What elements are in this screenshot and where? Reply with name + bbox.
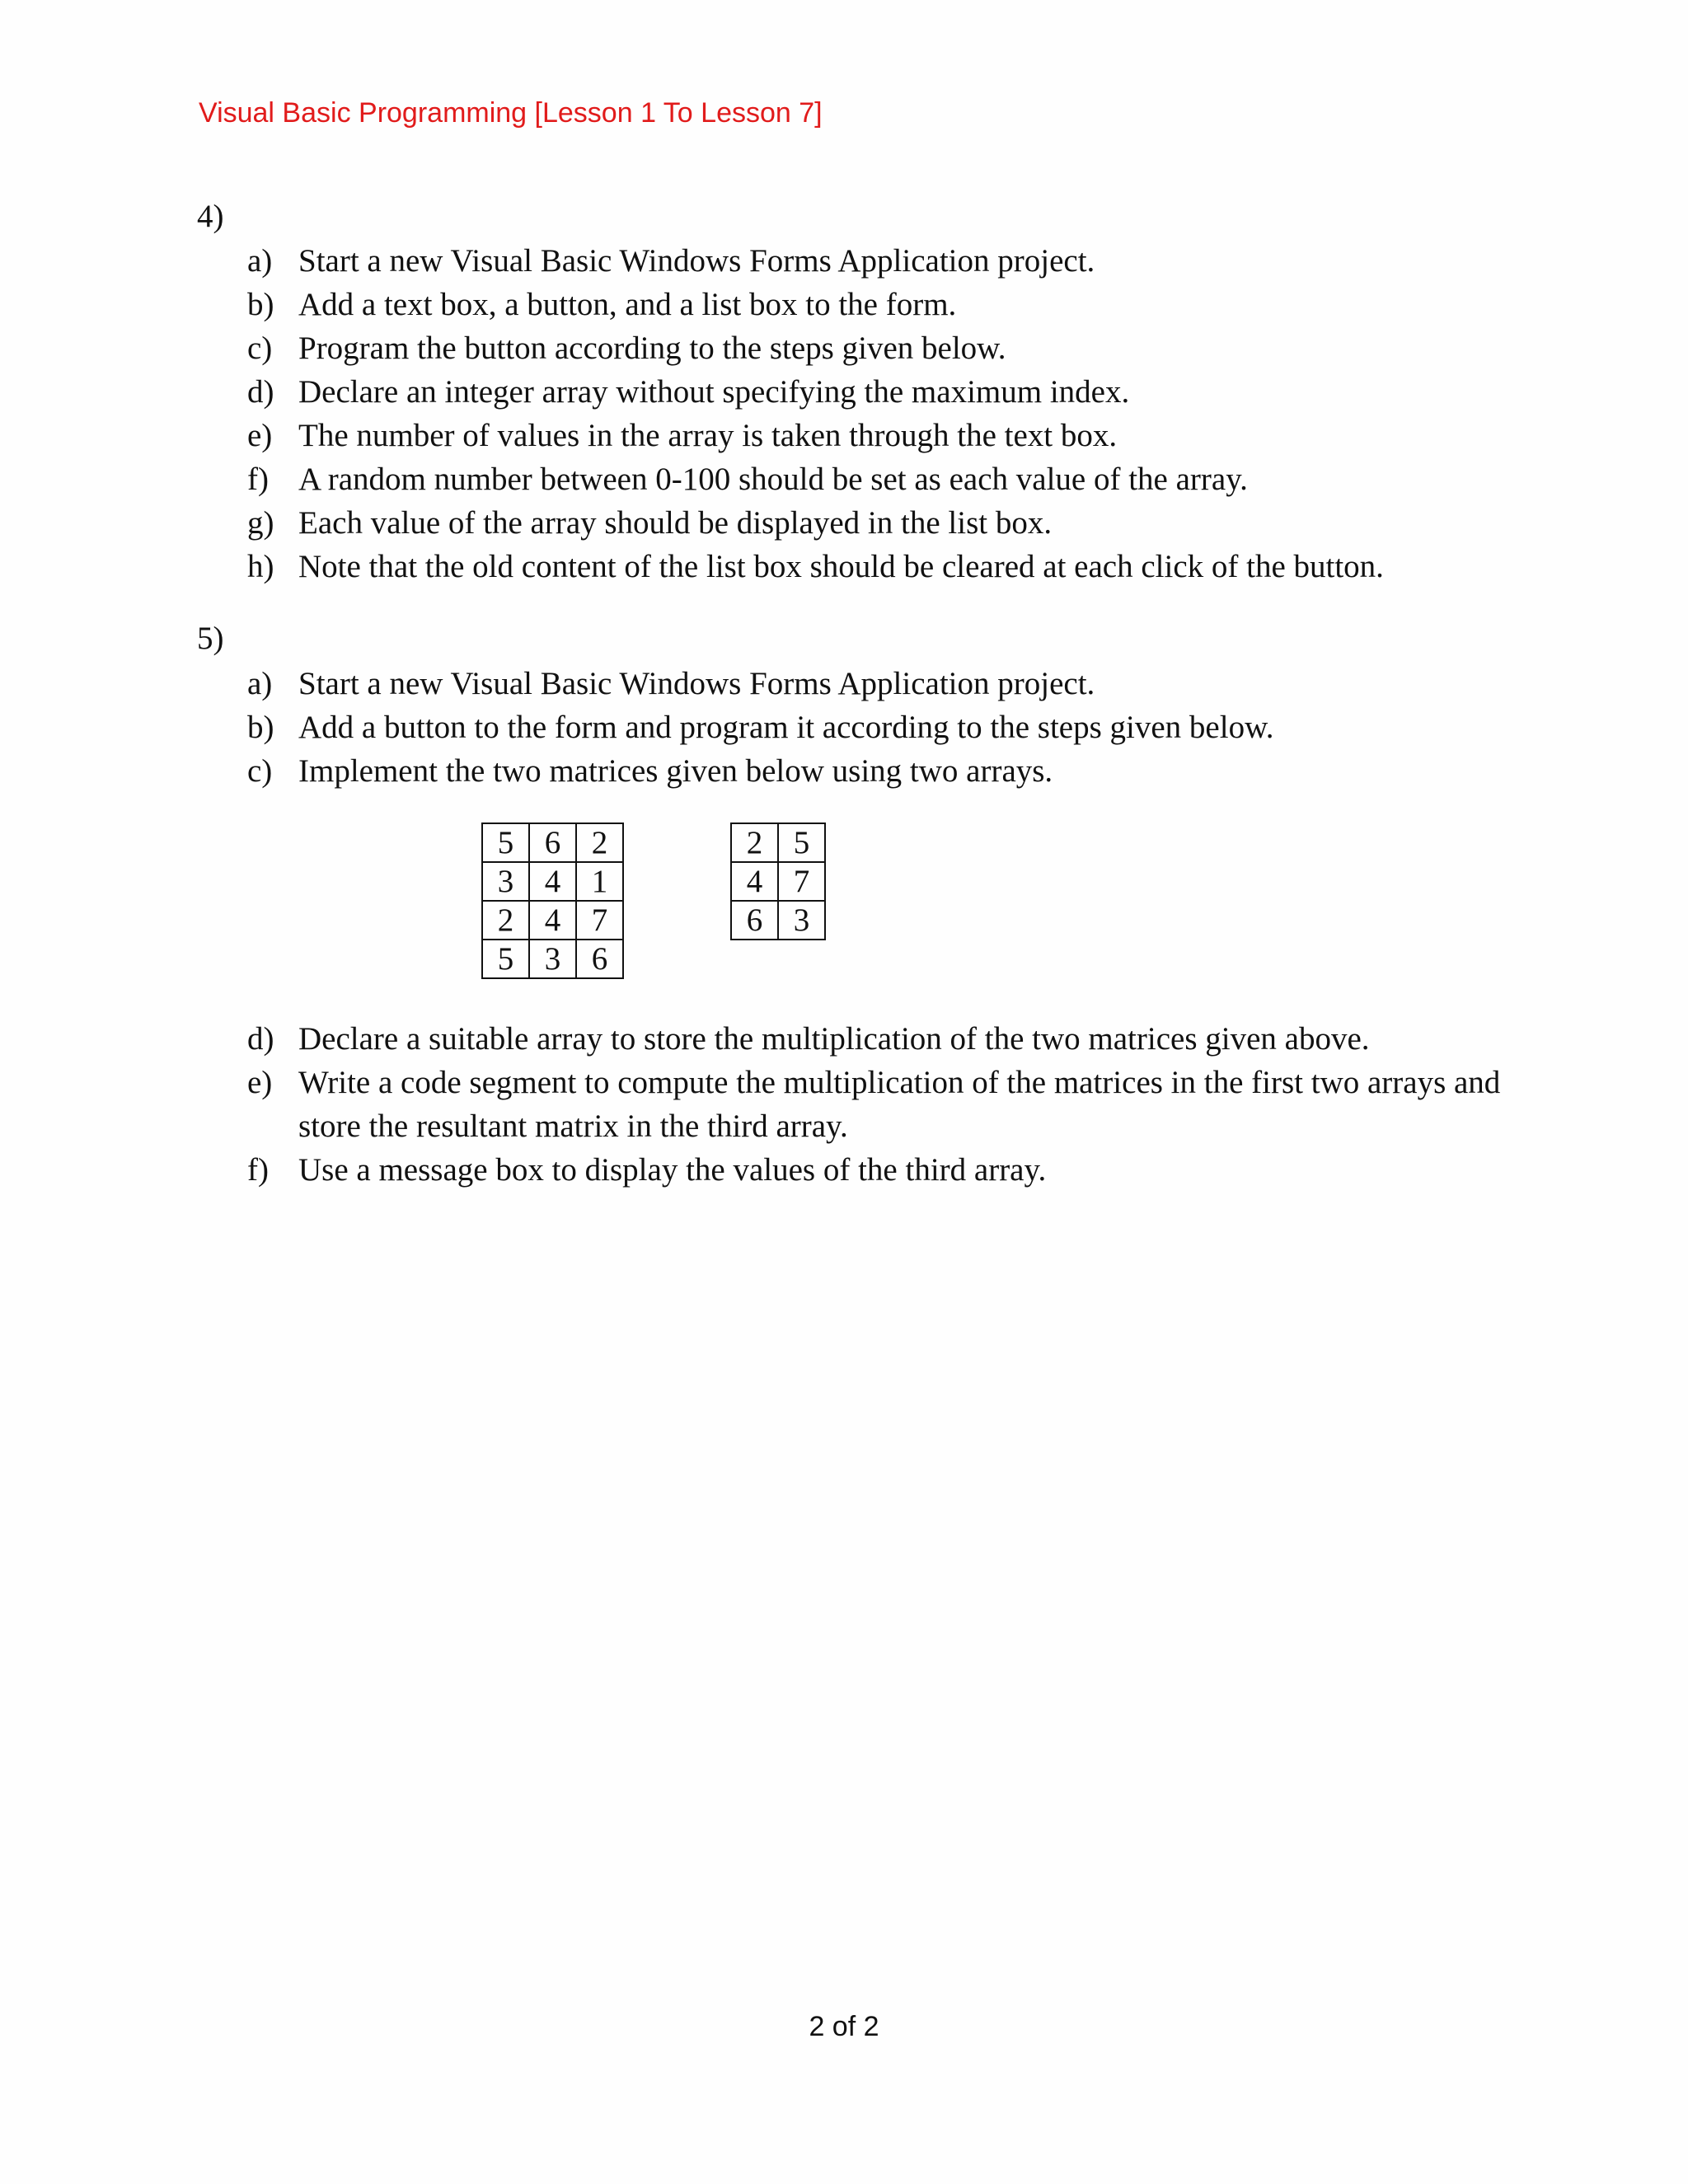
item-letter: f) xyxy=(247,1152,269,1188)
matrix-cell: 5 xyxy=(482,823,529,862)
item-text: A random number between 0-100 should be set as each value of the array. xyxy=(298,462,1248,497)
matrix-cell: 3 xyxy=(482,862,529,901)
list-item xyxy=(247,501,1535,545)
list-item xyxy=(247,239,1535,283)
item-text: Implement the two matrices given below using two arrays. xyxy=(298,753,1053,789)
item-text: Declare an integer array without specifying the maximum index. xyxy=(298,374,1130,410)
matrix-cell: 5 xyxy=(482,940,529,978)
question-4-number: 4) xyxy=(197,199,224,234)
matrix-cell: 4 xyxy=(529,862,576,901)
item-letter: h) xyxy=(247,549,274,584)
item-text: Start a new Visual Basic Windows Forms Application project. xyxy=(298,666,1095,701)
item-letter: f) xyxy=(247,462,269,497)
matrix-row xyxy=(482,862,623,901)
item-letter: g) xyxy=(247,505,274,541)
matrix-row xyxy=(731,862,825,901)
list-item xyxy=(247,370,1535,414)
matrix-cell: 2 xyxy=(482,901,529,940)
matrix-cell: 3 xyxy=(778,901,825,940)
question-5-steps-after xyxy=(247,1017,1535,1192)
matrix-cell: 2 xyxy=(576,823,623,862)
item-letter: c) xyxy=(247,330,273,366)
matrix-cell: 4 xyxy=(731,862,778,901)
list-item xyxy=(247,662,1535,705)
item-letter: e) xyxy=(247,1065,273,1100)
matrix-cell: 1 xyxy=(576,862,623,901)
document-header: Visual Basic Programming [Lesson 1 To Lesson 7] xyxy=(199,97,823,129)
item-letter: e) xyxy=(247,418,273,453)
matrix-cell: 5 xyxy=(778,823,825,862)
item-letter: c) xyxy=(247,753,273,789)
matrix-row xyxy=(482,940,623,978)
item-letter: b) xyxy=(247,710,274,745)
list-item xyxy=(247,545,1535,588)
list-item xyxy=(247,1148,1535,1192)
matrix-row xyxy=(731,823,825,862)
item-letter: a) xyxy=(247,243,273,279)
item-text: Add a button to the form and program it according to the steps given below. xyxy=(298,710,1274,745)
list-item xyxy=(247,1061,1535,1148)
list-item xyxy=(247,326,1535,370)
matrix-row xyxy=(731,901,825,940)
matrix-row xyxy=(482,901,623,940)
item-text: Program the button according to the steps given below. xyxy=(298,330,1006,366)
matrix-row xyxy=(482,823,623,862)
item-letter: a) xyxy=(247,666,273,701)
question-5-number: 5) xyxy=(197,621,224,656)
list-item xyxy=(247,749,1535,793)
matrix-cell: 2 xyxy=(731,823,778,862)
item-text: Add a text box, a button, and a list box to the form. xyxy=(298,287,957,322)
matrix-cell: 6 xyxy=(529,823,576,862)
matrix-a xyxy=(481,823,624,979)
matrix-cell: 6 xyxy=(731,901,778,940)
item-letter: d) xyxy=(247,374,274,410)
matrix-cell: 7 xyxy=(576,901,623,940)
question-5-steps-before xyxy=(247,662,1535,793)
item-text: Declare a suitable array to store the multiplication of the two matrices given above. xyxy=(298,1021,1370,1057)
item-text: Write a code segment to compute the multiplication of the matrices in the first two arrays and store the resultant matrix in the third array. xyxy=(298,1065,1501,1144)
matrix-cell: 7 xyxy=(778,862,825,901)
item-text: The number of values in the array is taken through the text box. xyxy=(298,418,1118,453)
list-item xyxy=(247,283,1535,326)
page-number: 2 of 2 xyxy=(809,2011,879,2042)
item-letter: d) xyxy=(247,1021,274,1057)
matrix-cell: 4 xyxy=(529,901,576,940)
matrix-cell: 3 xyxy=(529,940,576,978)
matrix-cell: 6 xyxy=(576,940,623,978)
item-text: Note that the old content of the list box should be cleared at each click of the button. xyxy=(298,549,1384,584)
list-item xyxy=(247,1017,1535,1061)
list-item xyxy=(247,457,1535,501)
item-letter: b) xyxy=(247,287,274,322)
list-item xyxy=(247,705,1535,749)
list-item xyxy=(247,414,1535,457)
item-text: Use a message box to display the values of the third array. xyxy=(298,1152,1047,1188)
question-4-steps xyxy=(247,239,1535,588)
item-text: Start a new Visual Basic Windows Forms Application project. xyxy=(298,243,1095,279)
item-text: Each value of the array should be displayed in the list box. xyxy=(298,505,1053,541)
matrix-b xyxy=(730,823,826,940)
